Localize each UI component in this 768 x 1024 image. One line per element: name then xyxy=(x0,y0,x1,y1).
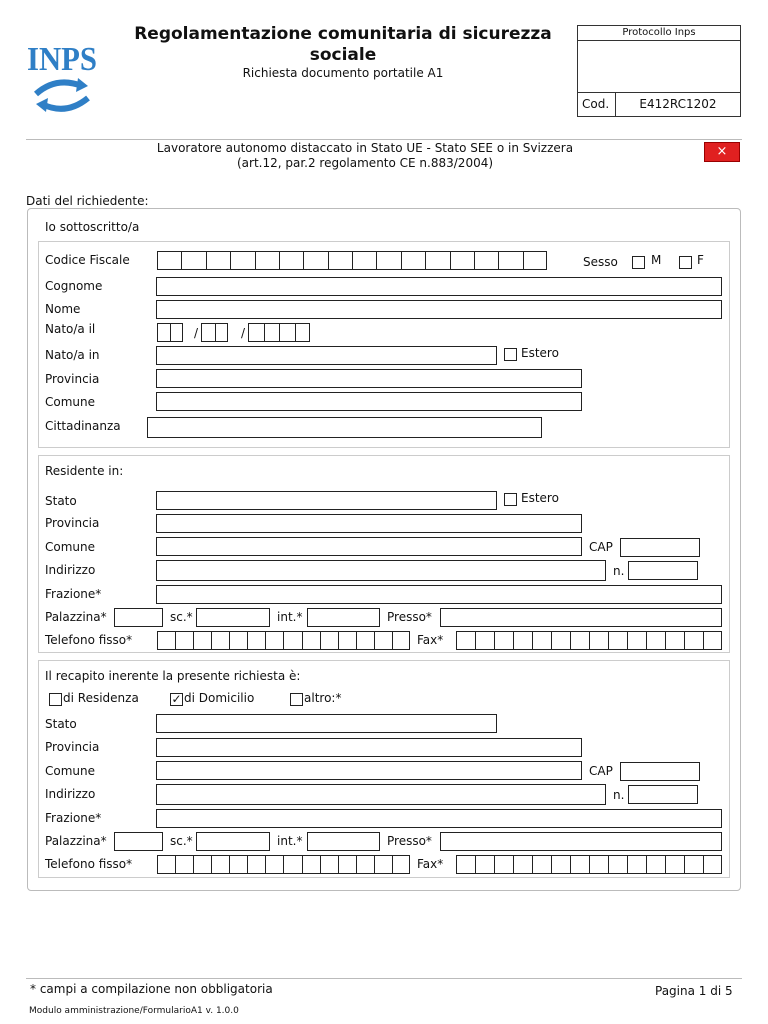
char-cell[interactable] xyxy=(229,631,247,650)
char-cell[interactable] xyxy=(703,631,722,650)
res-fax-input[interactable] xyxy=(456,631,722,650)
res-numero-label: n. xyxy=(613,564,625,578)
char-cell[interactable] xyxy=(157,631,175,650)
rec-frazione-input[interactable] xyxy=(156,809,722,828)
rec-fax-label: Fax* xyxy=(417,857,444,871)
res-cap-input[interactable] xyxy=(620,538,700,557)
date-separator: / xyxy=(194,326,199,340)
char-cell[interactable] xyxy=(279,251,303,270)
rec-presso-input[interactable] xyxy=(440,832,722,851)
res-frazione-input[interactable] xyxy=(156,585,722,604)
page-subtitle: Richiesta documento portatile A1 xyxy=(242,66,444,80)
char-cell[interactable] xyxy=(392,631,410,650)
res-indirizzo-label: Indirizzo xyxy=(45,563,96,577)
rec-stato-input[interactable] xyxy=(156,714,497,733)
char-cell[interactable] xyxy=(181,251,205,270)
char-cell[interactable] xyxy=(494,631,513,650)
rec-telefono-input[interactable] xyxy=(157,855,410,874)
char-cell[interactable] xyxy=(570,631,589,650)
res-comune-input[interactable] xyxy=(156,537,582,556)
cognome-input[interactable] xyxy=(156,277,722,296)
nato-in-label: Nato/a in xyxy=(45,348,100,362)
sesso-label: Sesso xyxy=(583,255,618,269)
codice-fiscale-label: Codice Fiscale xyxy=(45,253,130,267)
char-cell[interactable] xyxy=(201,323,215,342)
res-stato-label: Stato xyxy=(45,494,77,508)
char-cell[interactable] xyxy=(589,631,608,650)
rec-scala-input[interactable] xyxy=(196,832,270,851)
char-cell[interactable] xyxy=(157,855,175,874)
nato-estero-checkbox[interactable] xyxy=(504,348,517,361)
cittadinanza-label: Cittadinanza xyxy=(45,419,121,433)
char-cell[interactable] xyxy=(513,631,532,650)
res-cap-label: CAP xyxy=(589,540,613,554)
char-cell[interactable] xyxy=(456,855,475,874)
recapito-domicilio-label: di Domicilio xyxy=(184,691,255,705)
char-cell[interactable] xyxy=(374,631,392,650)
nome-input[interactable] xyxy=(156,300,722,319)
rec-interno-label: int.* xyxy=(277,834,303,848)
char-cell[interactable] xyxy=(283,631,301,650)
provincia-label: Provincia xyxy=(45,372,100,386)
char-cell[interactable] xyxy=(627,631,646,650)
char-cell[interactable] xyxy=(193,631,211,650)
richiedente-heading: Dati del richiedente: xyxy=(26,194,149,208)
rec-indirizzo-label: Indirizzo xyxy=(45,787,96,801)
page-title: Regolamentazione comunitaria di sicurezza sociale xyxy=(134,24,552,65)
form-info-line1: Lavoratore autonomo distaccato in Stato UE - Stato SEE o in Svizzera xyxy=(156,141,574,155)
char-cell[interactable] xyxy=(684,631,703,650)
char-cell[interactable] xyxy=(703,855,722,874)
rec-palazzina-input[interactable] xyxy=(114,832,163,851)
res-indirizzo-input[interactable] xyxy=(156,560,606,581)
char-cell[interactable] xyxy=(248,323,264,342)
char-cell[interactable] xyxy=(283,855,301,874)
inps-logo xyxy=(26,24,98,116)
rec-telefono-label: Telefono fisso* xyxy=(45,857,133,871)
char-cell[interactable] xyxy=(302,855,320,874)
char-cell[interactable] xyxy=(338,855,356,874)
char-cell[interactable] xyxy=(665,631,684,650)
res-telefono-label: Telefono fisso* xyxy=(45,633,133,647)
close-button[interactable] xyxy=(704,142,740,162)
res-fax-label: Fax* xyxy=(417,633,444,647)
res-stato-input[interactable] xyxy=(156,491,497,510)
res-presso-label: Presso* xyxy=(387,610,432,624)
char-cell[interactable] xyxy=(450,251,474,270)
char-cell[interactable] xyxy=(303,251,327,270)
page-number: Pagina 1 di 5 xyxy=(655,984,733,998)
char-cell[interactable] xyxy=(170,323,183,342)
res-scala-input[interactable] xyxy=(196,608,270,627)
rec-provincia-input[interactable] xyxy=(156,738,582,757)
char-cell[interactable] xyxy=(374,855,392,874)
date-separator: / xyxy=(241,326,246,340)
codice-fiscale-input[interactable] xyxy=(157,251,547,270)
char-cell[interactable] xyxy=(356,855,374,874)
char-cell[interactable] xyxy=(320,855,338,874)
recapito-residenza-checkbox[interactable] xyxy=(49,693,62,706)
char-cell[interactable] xyxy=(513,855,532,874)
rec-provincia-label: Provincia xyxy=(45,740,100,754)
res-estero-label: Estero xyxy=(521,491,559,505)
char-cell[interactable] xyxy=(532,631,551,650)
char-cell[interactable] xyxy=(474,251,498,270)
char-cell[interactable] xyxy=(498,251,522,270)
protocol-box xyxy=(577,25,741,117)
res-frazione-label: Frazione* xyxy=(45,587,102,601)
char-cell[interactable] xyxy=(684,855,703,874)
comune-input[interactable] xyxy=(156,392,582,411)
char-cell[interactable] xyxy=(175,855,193,874)
char-cell[interactable] xyxy=(247,631,265,650)
char-cell[interactable] xyxy=(328,251,352,270)
rec-numero-input[interactable] xyxy=(628,785,698,804)
header-divider xyxy=(26,139,742,140)
res-presso-input[interactable] xyxy=(440,608,722,627)
provincia-input[interactable] xyxy=(156,369,582,388)
logo-text: INPS xyxy=(27,41,97,78)
char-cell[interactable] xyxy=(320,631,338,650)
char-cell[interactable] xyxy=(532,855,551,874)
char-cell[interactable] xyxy=(551,631,570,650)
char-cell[interactable] xyxy=(157,251,181,270)
close-icon: × xyxy=(716,144,728,159)
recapito-domicilio-checkbox[interactable] xyxy=(170,693,183,706)
char-cell[interactable] xyxy=(646,855,665,874)
cod-label: Cod. xyxy=(582,97,610,111)
nato-il-day-input[interactable] xyxy=(157,323,183,342)
module-version: Modulo amministrazione/FormularioA1 v. 1.0.0 xyxy=(29,1006,239,1016)
char-cell[interactable] xyxy=(265,855,283,874)
char-cell[interactable] xyxy=(264,323,280,342)
char-cell[interactable] xyxy=(392,855,410,874)
char-cell[interactable] xyxy=(230,251,254,270)
char-cell[interactable] xyxy=(338,631,356,650)
io-sottoscritto-label: Io sottoscritto/a xyxy=(45,220,140,234)
checkmark-icon: ✓ xyxy=(171,692,182,706)
rec-presso-label: Presso* xyxy=(387,834,432,848)
rec-stato-label: Stato xyxy=(45,717,77,731)
char-cell[interactable] xyxy=(401,251,425,270)
rec-numero-label: n. xyxy=(613,788,625,802)
rec-cap-input[interactable] xyxy=(620,762,700,781)
nato-il-label: Nato/a il xyxy=(45,322,96,336)
char-cell[interactable] xyxy=(215,323,229,342)
rec-indirizzo-input[interactable] xyxy=(156,784,606,805)
nato-il-month-input[interactable] xyxy=(201,323,228,342)
char-cell[interactable] xyxy=(551,855,570,874)
char-cell[interactable] xyxy=(255,251,279,270)
char-cell[interactable] xyxy=(475,855,494,874)
rec-fax-input[interactable] xyxy=(456,855,722,874)
char-cell[interactable] xyxy=(206,251,230,270)
protocol-label: Protocollo Inps xyxy=(578,26,740,41)
char-cell[interactable] xyxy=(589,855,608,874)
char-cell[interactable] xyxy=(494,855,513,874)
sesso-f-label: F xyxy=(697,253,704,267)
res-provincia-input[interactable] xyxy=(156,514,582,533)
res-scala-label: sc.* xyxy=(170,610,193,624)
res-estero-checkbox[interactable] xyxy=(504,493,517,506)
res-interno-input[interactable] xyxy=(307,608,380,627)
rec-interno-input[interactable] xyxy=(307,832,380,851)
rec-comune-label: Comune xyxy=(45,764,96,778)
res-palazzina-label: Palazzina* xyxy=(45,610,107,624)
char-cell[interactable] xyxy=(211,855,229,874)
char-cell[interactable] xyxy=(456,631,475,650)
char-cell[interactable] xyxy=(352,251,376,270)
res-comune-label: Comune xyxy=(45,540,96,554)
char-cell[interactable] xyxy=(570,855,589,874)
recapito-altro-checkbox[interactable] xyxy=(290,693,303,706)
footer-divider xyxy=(26,978,742,979)
residenza-heading: Residente in: xyxy=(45,464,124,478)
rec-cap-label: CAP xyxy=(589,764,613,778)
sesso-m-label: M xyxy=(651,253,662,267)
nato-estero-label: Estero xyxy=(521,346,559,360)
char-cell[interactable] xyxy=(193,855,211,874)
char-cell[interactable] xyxy=(627,855,646,874)
char-cell[interactable] xyxy=(157,323,170,342)
char-cell[interactable] xyxy=(175,631,193,650)
char-cell[interactable] xyxy=(665,855,684,874)
recapito-heading: Il recapito inerente la presente richiesta è: xyxy=(45,669,301,683)
rec-comune-input[interactable] xyxy=(156,761,582,780)
char-cell[interactable] xyxy=(356,631,374,650)
rec-palazzina-label: Palazzina* xyxy=(45,834,107,848)
char-cell[interactable] xyxy=(608,855,627,874)
form-info-line2: (art.12, par.2 regolamento CE n.883/2004) xyxy=(236,156,494,170)
nome-label: Nome xyxy=(45,302,81,316)
char-cell[interactable] xyxy=(229,855,247,874)
inps-logo-icon xyxy=(26,24,98,116)
cognome-label: Cognome xyxy=(45,279,103,293)
res-interno-label: int.* xyxy=(277,610,303,624)
nato-in-input[interactable] xyxy=(156,346,497,365)
char-cell[interactable] xyxy=(247,855,265,874)
res-provincia-label: Provincia xyxy=(45,516,100,530)
comune-label: Comune xyxy=(45,395,96,409)
rec-scala-label: sc.* xyxy=(170,834,193,848)
char-cell[interactable] xyxy=(265,631,283,650)
char-cell[interactable] xyxy=(279,323,295,342)
char-cell[interactable] xyxy=(211,631,229,650)
sesso-f-checkbox[interactable] xyxy=(679,256,692,269)
rec-frazione-label: Frazione* xyxy=(45,811,102,825)
res-palazzina-input[interactable] xyxy=(114,608,163,627)
res-numero-input[interactable] xyxy=(628,561,698,580)
char-cell[interactable] xyxy=(475,631,494,650)
nato-il-year-input[interactable] xyxy=(248,323,310,342)
recapito-residenza-label: di Residenza xyxy=(63,691,139,705)
char-cell[interactable] xyxy=(295,323,311,342)
char-cell[interactable] xyxy=(302,631,320,650)
cod-value: E412RC1202 xyxy=(639,97,717,111)
cittadinanza-input[interactable] xyxy=(147,417,542,438)
char-cell[interactable] xyxy=(646,631,665,650)
char-cell[interactable] xyxy=(608,631,627,650)
char-cell[interactable] xyxy=(523,251,547,270)
footer-note: * campi a compilazione non obbligatoria xyxy=(30,982,273,996)
sesso-m-checkbox[interactable] xyxy=(632,256,645,269)
char-cell[interactable] xyxy=(376,251,400,270)
recapito-altro-label: altro:* xyxy=(304,691,342,705)
res-telefono-input[interactable] xyxy=(157,631,410,650)
char-cell[interactable] xyxy=(425,251,449,270)
